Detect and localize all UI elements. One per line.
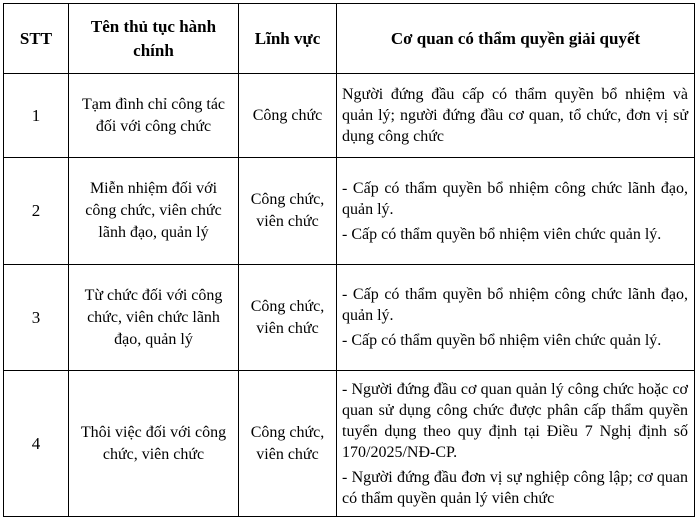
header-row <box>4 4 695 74</box>
row-field: Công chức, viên chức <box>239 265 337 371</box>
procedures-table <box>3 3 695 517</box>
row-field: Công chức, viên chức <box>239 158 337 265</box>
authority-line: - Cấp có thẩm quyền bổ nhiệm viên chức quản lý. <box>342 225 662 243</box>
authority-line: - Người đứng đầu đơn vị sự nghiệp công lập; cơ quan có thẩm quyền quản lý viên chức <box>342 468 688 507</box>
table-row <box>4 265 695 371</box>
row-procedure-name: Miễn nhiệm đối với công chức, viên chức lãnh đạo, quản lý <box>69 158 239 265</box>
row-stt: 2 <box>4 158 69 265</box>
authority-line: - Cấp có thẩm quyền bổ nhiệm công chức lãnh đạo, quản lý. <box>342 286 688 324</box>
header-procedure-name: Tên thủ tục hành chính <box>69 4 239 74</box>
row-procedure-name: Tạm đình chỉ công tác đối với công chức <box>69 74 239 158</box>
row-authority <box>337 158 695 265</box>
table-row <box>4 158 695 265</box>
authority-line: - Cấp có thẩm quyền bổ nhiệm công chức lãnh đạo, quản lý. <box>342 179 688 218</box>
row-procedure-name: Từ chức đối với công chức, viên chức lãnh đạo, quản lý <box>69 265 239 371</box>
row-procedure-name: Thôi việc đối với công chức, viên chức <box>69 371 239 517</box>
table-body <box>4 74 695 517</box>
row-authority <box>337 265 695 371</box>
row-stt: 1 <box>4 74 69 158</box>
row-stt: 4 <box>4 371 69 517</box>
authority-line: - Người đứng đầu cơ quan quản lý công chức hoặc cơ quan sử dụng công chức được phân cấp thẩm quyền tuyển dụng theo quy định tại Điều 7 Nghị định số 170/2025/NĐ-CP. <box>342 380 688 461</box>
table-header <box>4 4 695 74</box>
authority-line: - Cấp có thẩm quyền bổ nhiệm viên chức quản lý. <box>342 332 662 349</box>
row-authority <box>337 371 695 517</box>
row-field: Công chức, viên chức <box>239 371 337 517</box>
authority-line: Người đứng đầu cấp có thẩm quyền bổ nhiệm và quản lý; người đứng đầu cơ quan, tổ chức, đơn vị sử dụng công chức <box>342 86 688 145</box>
row-field: Công chức <box>239 74 337 158</box>
header-stt: STT <box>4 4 69 74</box>
row-authority <box>337 74 695 158</box>
header-authority: Cơ quan có thẩm quyền giải quyết <box>337 4 695 74</box>
table-row <box>4 371 695 517</box>
header-field: Lĩnh vực <box>239 4 337 74</box>
table-row <box>4 74 695 158</box>
row-stt: 3 <box>4 265 69 371</box>
